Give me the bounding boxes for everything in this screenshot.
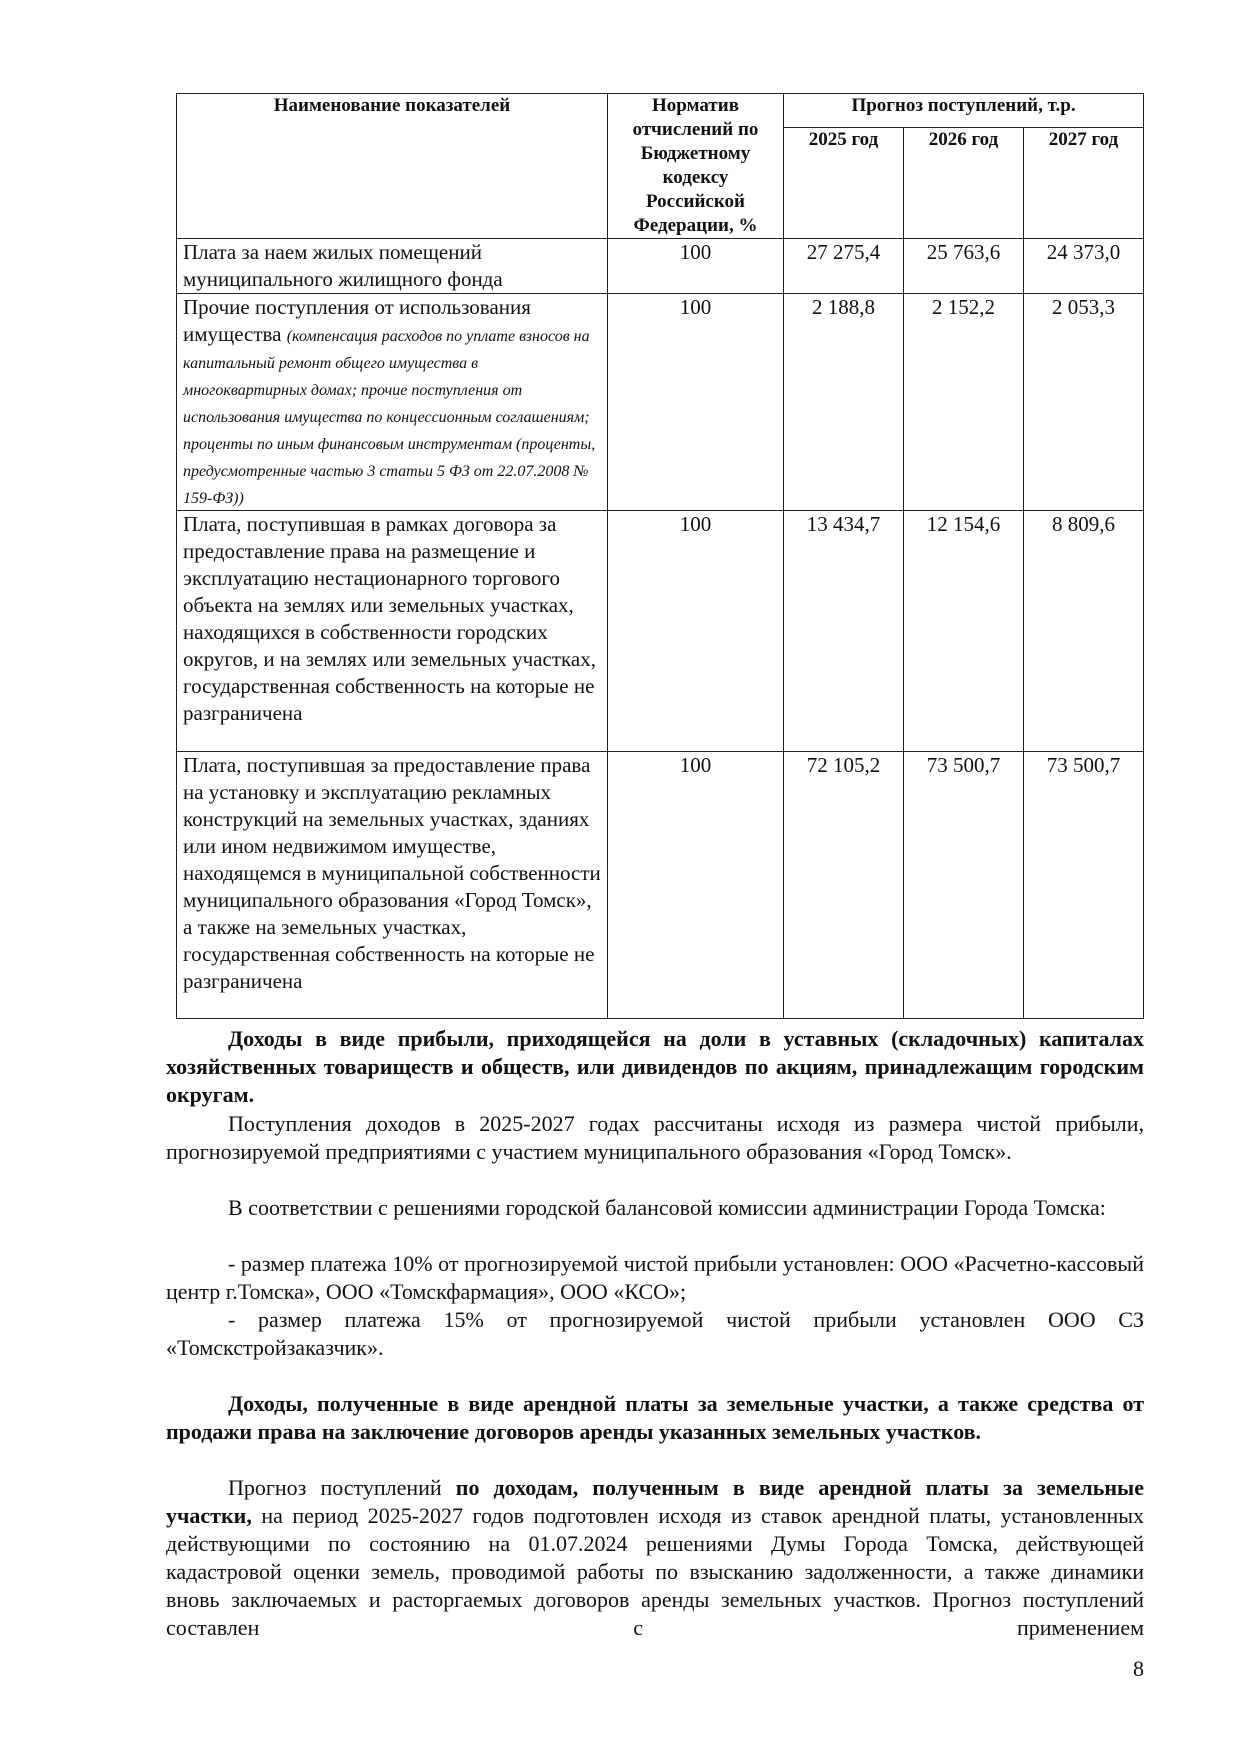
section1-paragraph-1: Поступления доходов в 2025-2027 годах рассчитаны исходя из размера чистой прибыли, прогнозируемой предприятиями с участием муниципального образования «Город Томск». xyxy=(166,1111,1144,1164)
section2-heading: Доходы, полученные в виде арендной платы за земельные участки, а также средства от продажи права на заключение договоров аренды указанных земельных участков. xyxy=(166,1391,1144,1444)
row-2027: 24 373,0 xyxy=(1024,239,1144,294)
row-name: Плата, поступившая в рамках договора за предоставление права на размещение и эксплуатацию нестационарного торгового объекта на землях или земельных участках, находящихся в собственности городских округов, и на землях или земельных участках, государственная собственность на которые не разграничена xyxy=(177,511,608,752)
section1-paragraph-3: - размер платежа 10% от прогнозируемой чистой прибыли установлен: ООО «Расчетно-кассовый центр г.Томска», ООО «Томскфармация», ООО «КСО»; xyxy=(166,1251,1144,1304)
row-2025: 13 434,7 xyxy=(784,511,904,752)
header-name: Наименование показателей xyxy=(177,94,608,239)
row-2026: 12 154,6 xyxy=(904,511,1024,752)
table-header-row xyxy=(177,94,1144,128)
row-norm: 100 xyxy=(608,752,784,1019)
row-2026: 25 763,6 xyxy=(904,239,1024,294)
row-name: Прочие поступления от использования имущества (компенсация расходов по уплате взносов на капитальный ремонт общего имущества в многоквартирных домах; прочие поступления от использования имущества по концессионным соглашениям; проценты по иным финансовым инструментам (проценты, предусмотренные частью 3 статьи 5 ФЗ от 22.07.2008 № 159-ФЗ)) xyxy=(177,294,608,511)
row-note: (компенсация расходов по уплате взносов на капитальный ремонт общего имущества в многоквартирных домах; прочие поступления от использования имущества по концессионным соглашениям; проценты по иным финансовым инструментам (проценты, предусмотренные частью 3 статьи 5 ФЗ от 22.07.2008 № 159-ФЗ)) xyxy=(183,328,596,507)
row-name: Плата, поступившая за предоставление права на установку и эксплуатацию рекламных конструкций на земельных участках, зданиях или ином недвижимом имуществе, находящемся в муниципальной собственности муниципального образования «Город Томск», а также на земельных участках, государственная собственность на которые не разграничена xyxy=(177,752,608,1019)
header-year-2025: 2025 год xyxy=(784,127,904,238)
row-2026: 2 152,2 xyxy=(904,294,1024,511)
row-2025: 72 105,2 xyxy=(784,752,904,1019)
revenue-table xyxy=(176,93,1144,1019)
row-2027: 73 500,7 xyxy=(1024,752,1144,1019)
row-norm: 100 xyxy=(608,239,784,294)
row-norm: 100 xyxy=(608,294,784,511)
page-number: 8 xyxy=(1133,1656,1144,1681)
section1-heading: Доходы в виде прибыли, приходящейся на доли в уставных (складочных) капиталах хозяйственных товариществ и обществ, или дивидендов по акциям, принадлежащим городским округам. xyxy=(166,1026,1144,1107)
row-2025: 27 275,4 xyxy=(784,239,904,294)
header-year-2026: 2026 год xyxy=(904,127,1024,238)
table-row xyxy=(177,239,1144,294)
header-forecast: Прогноз поступлений, т.р. xyxy=(784,94,1144,128)
table-row xyxy=(177,511,1144,752)
row-2026: 73 500,7 xyxy=(904,752,1024,1019)
row-2027: 2 053,3 xyxy=(1024,294,1144,511)
section1-paragraph-2: В соответствии с решениями городской балансовой комиссии администрации Города Томска: xyxy=(228,1195,1106,1220)
row-norm: 100 xyxy=(608,511,784,752)
table-row xyxy=(177,752,1144,1019)
row-2025: 2 188,8 xyxy=(784,294,904,511)
table-row xyxy=(177,294,1144,511)
row-2027: 8 809,6 xyxy=(1024,511,1144,752)
header-norm: Норматив отчислений по Бюджетному кодексу Российской Федерации, % xyxy=(608,94,784,239)
section1-paragraph-4: - размер платежа 15% от прогнозируемой чистой прибыли установлен ООО СЗ «Томскстройзаказчик». xyxy=(166,1307,1144,1360)
section2-paragraph-1: Прогноз поступлений по доходам, полученным в виде арендной платы за земельные участки, на период 2025-2027 годов подготовлен исходя из ставок арендной платы, установленных действующими по состоянию на 01.07.2024 решениями Думы Города Томска, действующей кадастровой оценки земель, проводимой работы по взысканию задолженности, а также динамики вновь заключаемых и расторгаемых договоров аренды земельных участков. Прогноз поступлений составлен с применением xyxy=(166,1475,1144,1640)
row-name: Плата за наем жилых помещений муниципального жилищного фонда xyxy=(177,239,608,294)
header-year-2027: 2027 год xyxy=(1024,127,1144,238)
